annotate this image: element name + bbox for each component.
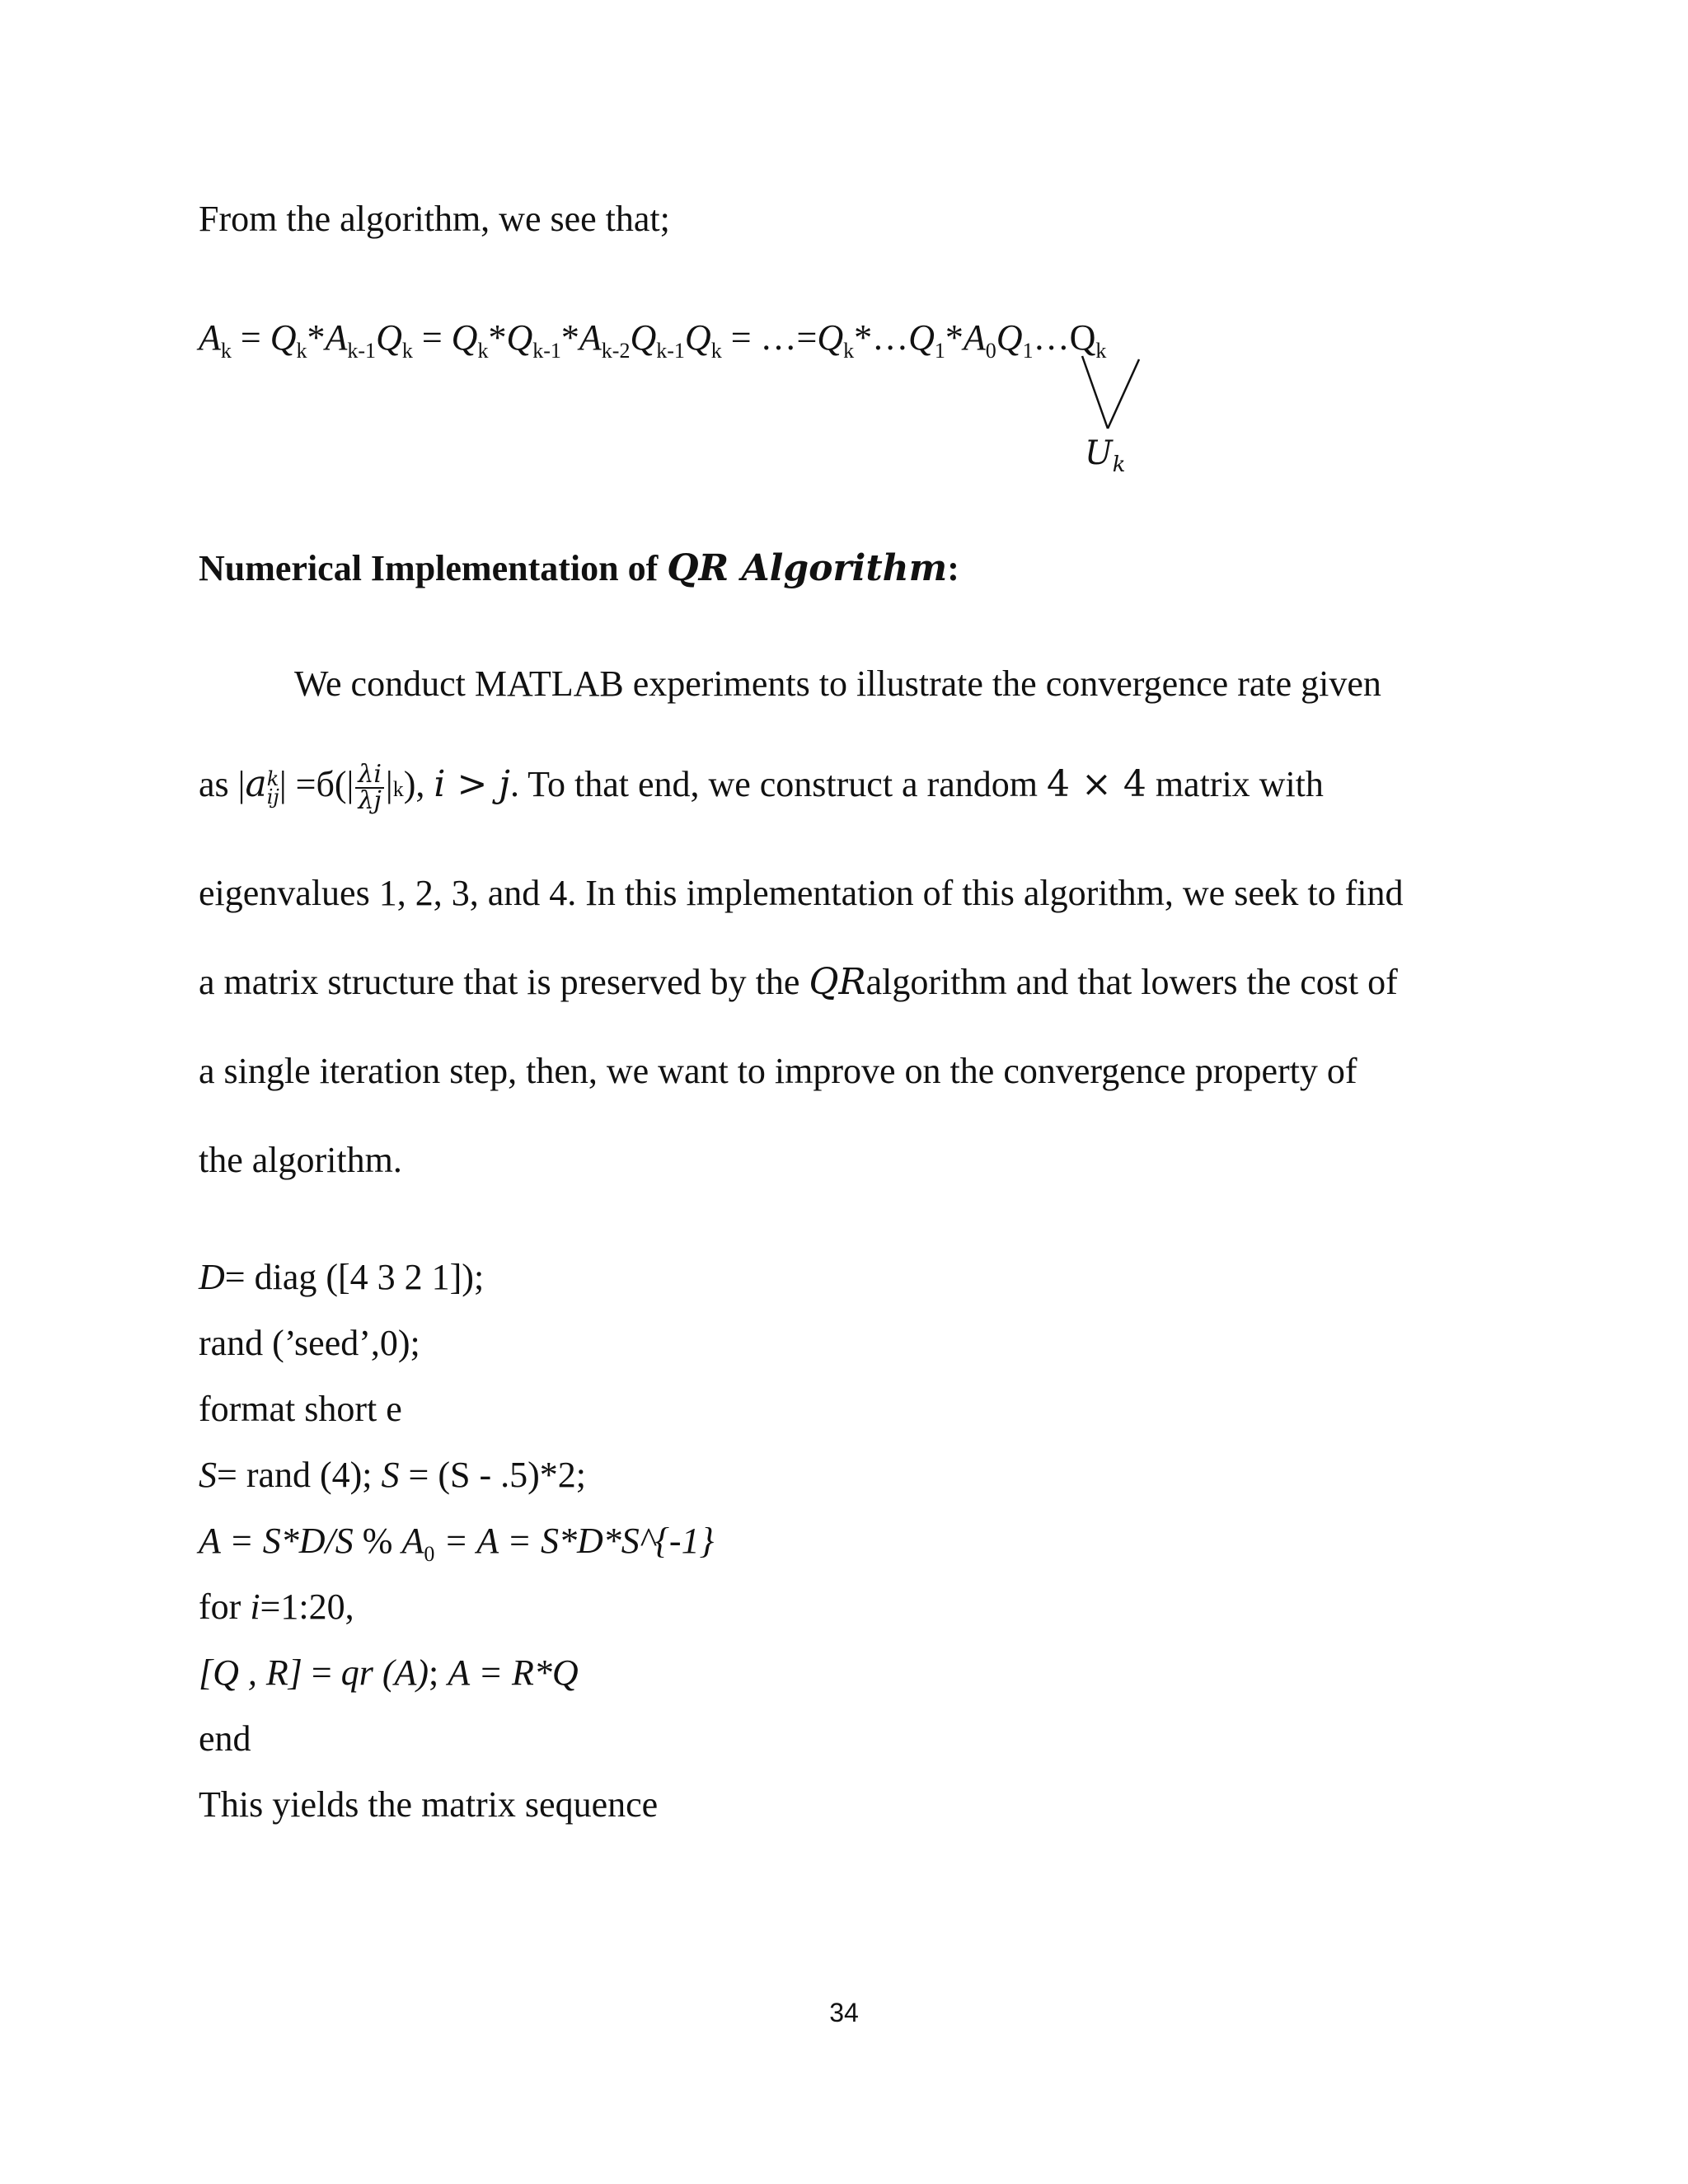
page-number: 34 — [829, 1998, 859, 2027]
code-line-9: This yields the matrix sequence — [199, 1784, 659, 1825]
code-line-5: A = S*D/S % $A_0 = A$ = S*D*S^{-1} — [199, 1521, 715, 1566]
code-line-8: end — [199, 1718, 251, 1759]
code-line-7: [Q , R] = qr (A); A = R*Q — [199, 1652, 579, 1693]
code-line-1: D= diag ([4 3 2 1]); — [199, 1257, 485, 1297]
code-line-4: S= rand (4); S = (S - .5)*2; — [199, 1455, 586, 1495]
paragraph-line-2: as |a k ij | =б(| $\frac{\lambda i}{\lambda j}$ |k), i > j. To that end, we construct a random 4 × 4 matrix with — [199, 759, 1324, 815]
lambda-fraction: $\frac{\lambda i}{\lambda j}$ — [355, 762, 384, 813]
code-line-3: format short e — [199, 1389, 402, 1429]
paragraph-line-3: eigenvalues 1, 2, 3, and 4. In this implementation of this algorithm, we seek to find — [199, 873, 1404, 913]
paragraph-line-4: a matrix structure that is preserved by the QRalgorithm and that lowers the cost of — [199, 961, 1398, 1003]
code-line-2: rand (’seed’,0); — [199, 1323, 420, 1363]
sub-k: k — [220, 338, 232, 363]
code-line-6: for i=1:20, — [199, 1586, 354, 1627]
paragraph-line-1: We conduct MATLAB experiments to illustrate the convergence rate given — [294, 663, 1381, 704]
section-heading: Numerical Implementation of QR Algorithm: — [199, 547, 959, 589]
paragraph-line-6: the algorithm. — [199, 1140, 402, 1180]
paragraph-line-5: a single iteration step, then, we want to improve on the convergence property of — [199, 1051, 1357, 1091]
underbrace-v-shape — [1080, 353, 1146, 435]
intro-sentence: From the algorithm, we see that; — [199, 199, 670, 239]
underbrace-label: $U_k$ — [1085, 434, 1126, 477]
equation-line: $A_k = Q_k*A_{k-1}Q_k = Q_k*Q_{k-1}*A_{k-2}Q_{k-1}Q_k$ = $\dots=Q_k*\dots Q_1*A_0Q_1\dots Q_k$ — [199, 317, 1107, 363]
